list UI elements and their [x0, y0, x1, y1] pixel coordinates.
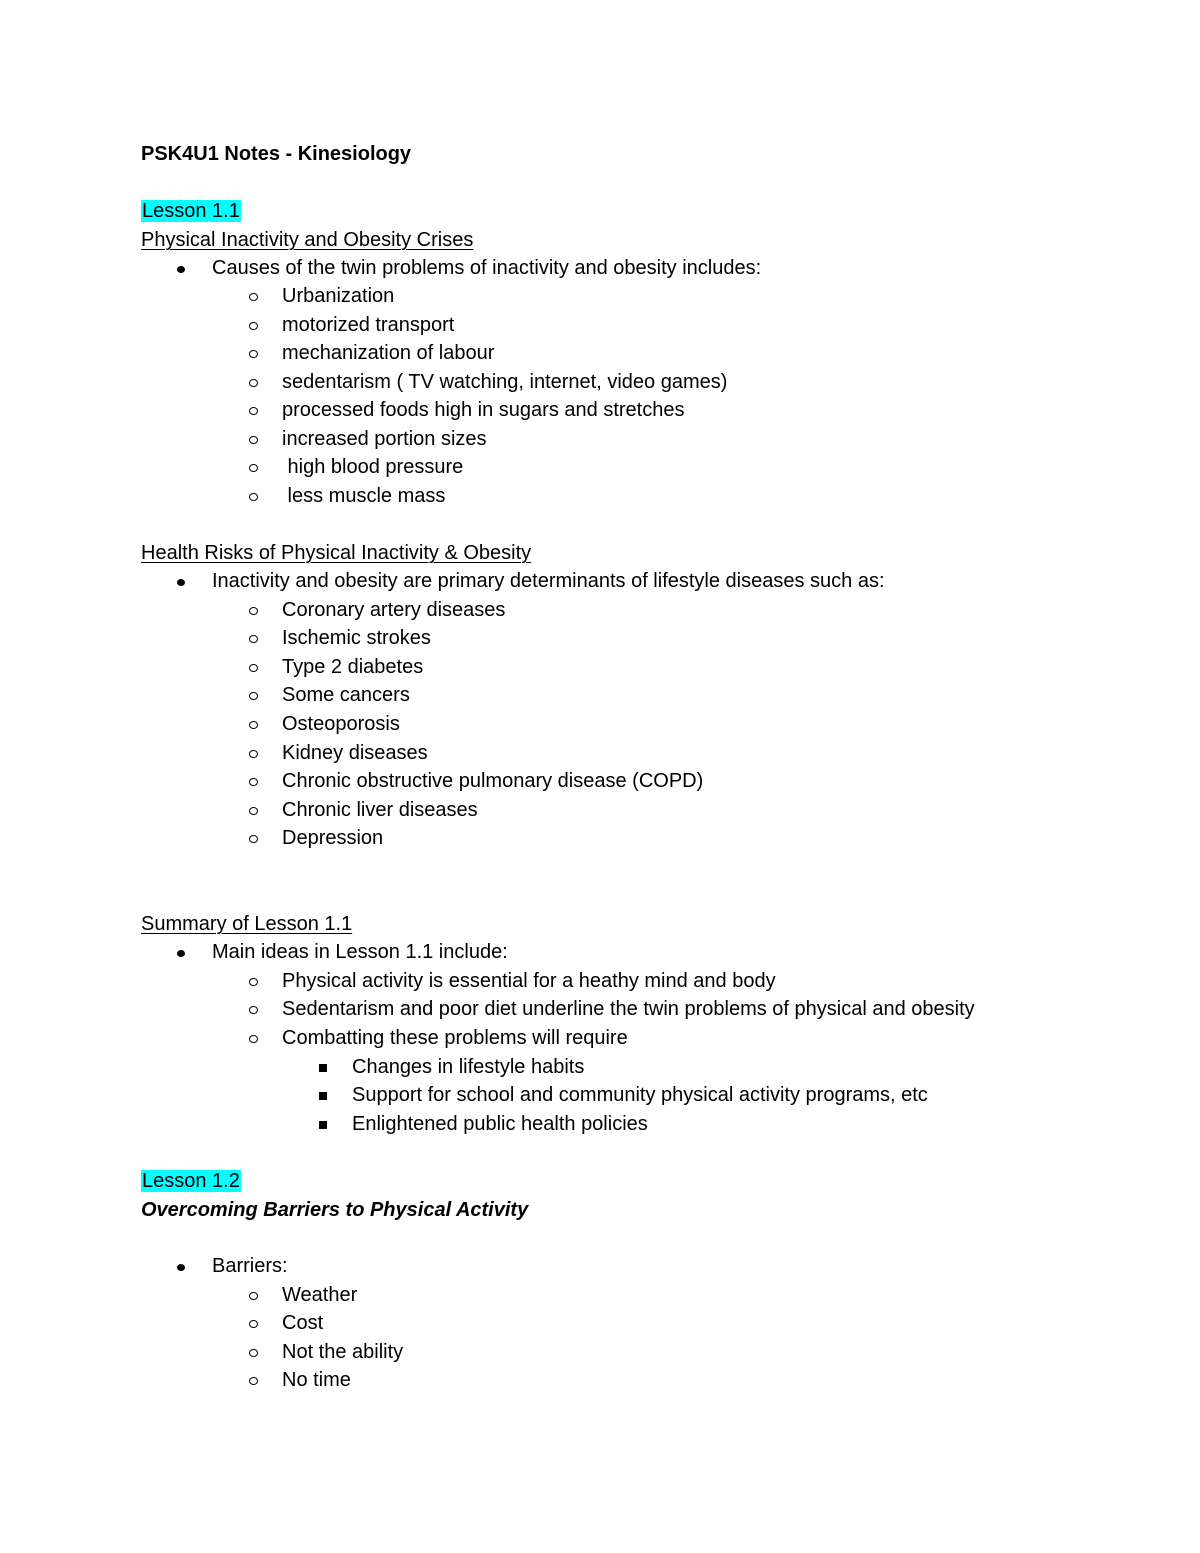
circle-bullet-icon	[249, 1320, 258, 1328]
circle-bullet-icon	[249, 350, 258, 358]
circle-bullet-icon	[249, 750, 258, 758]
circle-bullet-icon	[249, 1006, 258, 1014]
list-item: Inactivity and obesity are primary determinants of lifestyle diseases such as:	[212, 570, 885, 592]
list-item: No time	[282, 1369, 351, 1391]
section-heading-inactivity-obesity: Physical Inactivity and Obesity Crises	[141, 229, 474, 251]
list-item: Enlightened public health policies	[352, 1113, 648, 1135]
circle-bullet-icon	[249, 293, 258, 301]
section-heading-barriers: Overcoming Barriers to Physical Activity	[141, 1199, 529, 1221]
circle-bullet-icon	[249, 807, 258, 815]
circle-bullet-icon	[249, 493, 258, 501]
list-item: Cost	[282, 1312, 324, 1334]
list-item: Support for school and community physical activity programs, etc	[352, 1084, 928, 1106]
list-item: Not the ability	[282, 1341, 404, 1363]
list-item: Physical activity is essential for a heathy mind and body	[282, 970, 776, 992]
list-item: Weather	[282, 1284, 358, 1306]
list-item: Chronic liver diseases	[282, 799, 478, 821]
circle-bullet-icon	[249, 1035, 258, 1043]
list-item: Osteoporosis	[282, 713, 400, 735]
section-heading-health-risks: Health Risks of Physical Inactivity & Obesity	[141, 542, 532, 564]
disc-bullet-icon	[177, 1264, 185, 1271]
circle-bullet-icon	[249, 436, 258, 444]
list-item: increased portion sizes	[282, 428, 487, 450]
circle-bullet-icon	[249, 407, 258, 415]
list-item: Barriers:	[212, 1255, 288, 1277]
list-item: high blood pressure	[282, 456, 464, 478]
circle-bullet-icon	[249, 1292, 258, 1300]
circle-bullet-icon	[249, 721, 258, 729]
lesson-label	[141, 1167, 241, 1195]
square-bullet-icon	[319, 1121, 327, 1129]
list-item: Urbanization	[282, 285, 395, 307]
square-bullet-icon	[319, 1064, 327, 1072]
circle-bullet-icon	[249, 379, 258, 387]
list-item: motorized transport	[282, 314, 455, 336]
list-item: Type 2 diabetes	[282, 656, 424, 678]
disc-bullet-icon	[177, 950, 185, 957]
document-title: PSK4U1 Notes - Kinesiology	[141, 143, 412, 165]
circle-bullet-icon	[249, 607, 258, 615]
lesson-1-1-label: Lesson 1.1	[142, 200, 240, 222]
circle-bullet-icon	[249, 778, 258, 786]
list-item: Kidney diseases	[282, 742, 428, 764]
circle-bullet-icon	[249, 835, 258, 843]
list-item: less muscle mass	[282, 485, 446, 507]
circle-bullet-icon	[249, 464, 258, 472]
list-item: Ischemic strokes	[282, 627, 431, 649]
list-item: Depression	[282, 827, 384, 849]
circle-bullet-icon	[249, 1377, 258, 1385]
circle-bullet-icon	[249, 322, 258, 330]
square-bullet-icon	[319, 1092, 327, 1100]
list-item: processed foods high in sugars and stretches	[282, 399, 685, 421]
list-item: Main ideas in Lesson 1.1 include:	[212, 941, 508, 963]
list-item: Some cancers	[282, 684, 410, 706]
disc-bullet-icon	[177, 579, 185, 586]
list-item: mechanization of labour	[282, 342, 495, 364]
list-item: sedentarism ( TV watching, internet, video games)	[282, 371, 728, 393]
lesson-label	[141, 197, 241, 225]
list-item: Sedentarism and poor diet underline the twin problems of physical and obesity	[282, 998, 975, 1020]
circle-bullet-icon	[249, 978, 258, 986]
list-item: Chronic obstructive pulmonary disease (COPD)	[282, 770, 704, 792]
section-heading-summary: Summary of Lesson 1.1	[141, 913, 353, 935]
list-item: Coronary artery diseases	[282, 599, 506, 621]
list-item: Combatting these problems will require	[282, 1027, 628, 1049]
circle-bullet-icon	[249, 692, 258, 700]
circle-bullet-icon	[249, 664, 258, 672]
lesson-1-2-label: Lesson 1.2	[142, 1170, 240, 1192]
circle-bullet-icon	[249, 635, 258, 643]
disc-bullet-icon	[177, 266, 185, 273]
list-item: Changes in lifestyle habits	[352, 1056, 585, 1078]
circle-bullet-icon	[249, 1349, 258, 1357]
list-item: Causes of the twin problems of inactivity and obesity includes:	[212, 257, 762, 279]
